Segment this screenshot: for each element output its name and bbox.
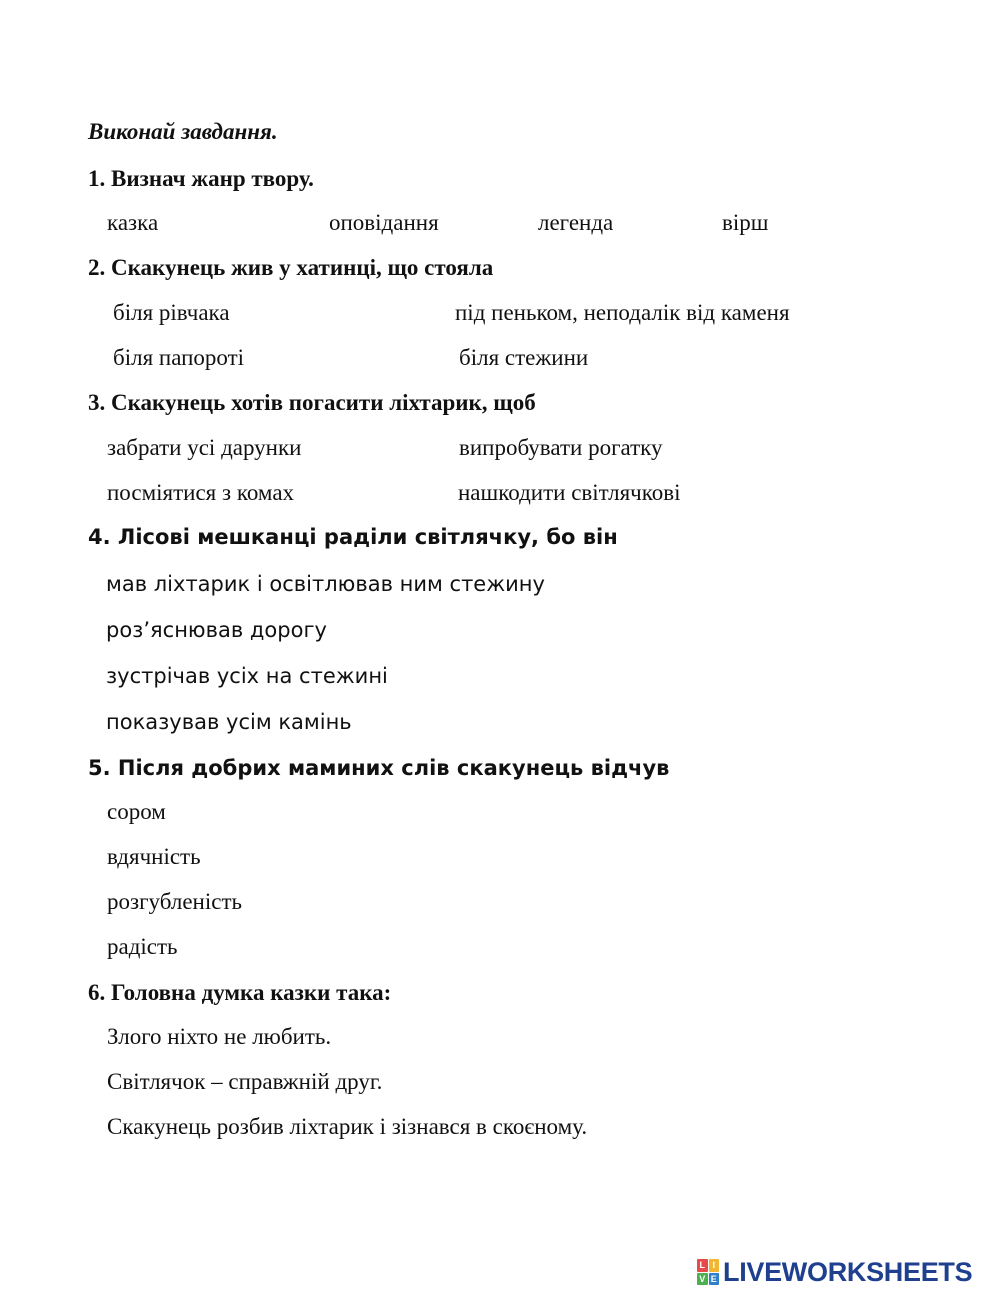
logo-tile-1: L bbox=[697, 1259, 708, 1272]
q5-option-3[interactable]: розгубленість bbox=[107, 889, 242, 914]
q2-option-1[interactable]: біля рівчака bbox=[113, 300, 230, 325]
q1-option-4[interactable]: вірш bbox=[722, 210, 769, 235]
q6-option-3[interactable]: Скакунець розбив ліхтарик і зізнався в скоєному. bbox=[107, 1114, 588, 1139]
question-1: 1. Визнач жанр твору. bbox=[88, 166, 314, 191]
q1-option-1[interactable]: казка bbox=[107, 210, 159, 235]
liveworksheets-logo-text: LIVEWORKSHEETS bbox=[723, 1256, 973, 1287]
q2-option-2[interactable]: під пеньком, неподалік від каменя bbox=[455, 300, 790, 325]
q3-option-4[interactable]: нашкодити світлячкові bbox=[458, 480, 681, 505]
q5-option-2[interactable]: вдячність bbox=[107, 844, 201, 869]
logo-tile-4: E bbox=[709, 1273, 720, 1286]
q6-option-1[interactable]: Злого ніхто не любить. bbox=[107, 1024, 332, 1049]
question-5: 5. Після добрих маминих слів скакунець відчув bbox=[88, 756, 670, 780]
q3-option-3[interactable]: посміятися з комах bbox=[107, 480, 295, 505]
q2-option-3[interactable]: біля папороті bbox=[113, 345, 245, 370]
q4-option-1[interactable]: мав ліхтарик і освітлював ним стежину bbox=[106, 572, 545, 596]
question-6: 6. Головна думка казки така: bbox=[88, 980, 392, 1005]
question-3: 3. Скакунець хотів погасити ліхтарик, щоб bbox=[88, 390, 536, 415]
q4-option-4[interactable]: показував усім камінь bbox=[106, 710, 352, 734]
q3-option-1[interactable]: забрати усі дарунки bbox=[107, 435, 302, 460]
liveworksheets-logo-icon bbox=[697, 1259, 719, 1285]
q4-option-3[interactable]: зустрічав усіх на стежині bbox=[106, 664, 388, 688]
logo-tile-2: I bbox=[709, 1259, 720, 1272]
q6-option-2[interactable]: Світлячок – справжній друг. bbox=[107, 1069, 383, 1094]
q1-option-2[interactable]: оповідання bbox=[329, 210, 439, 235]
question-4: 4. Лісові мешканці раділи світлячку, бо він bbox=[88, 525, 618, 549]
q1-option-3[interactable]: легенда bbox=[538, 210, 614, 235]
logo-tile-3: V bbox=[697, 1273, 708, 1286]
q5-option-4[interactable]: радість bbox=[107, 934, 178, 959]
liveworksheets-logo bbox=[697, 1257, 972, 1287]
q2-option-4[interactable]: біля стежини bbox=[459, 345, 589, 370]
question-2: 2. Скакунець жив у хатинці, що стояла bbox=[88, 255, 494, 280]
q5-option-1[interactable]: сором bbox=[107, 799, 166, 824]
instruction-title: Виконай завдання. bbox=[88, 119, 278, 144]
q4-option-2[interactable]: роз’яснював дорогу bbox=[106, 618, 327, 642]
q3-option-2[interactable]: випробувати рогатку bbox=[459, 435, 663, 460]
